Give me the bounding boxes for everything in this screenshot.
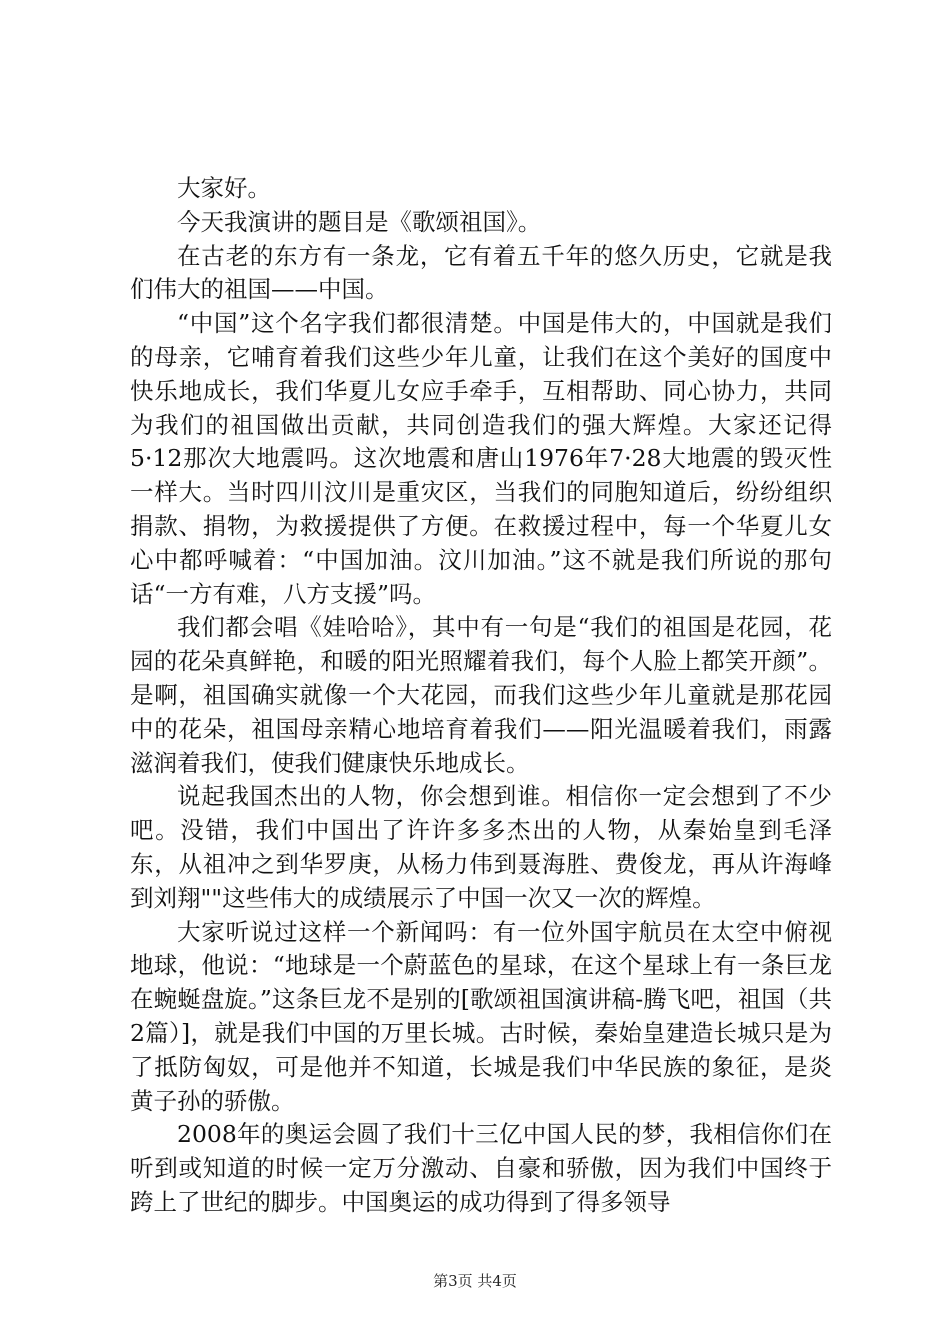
paragraph-famous-people: 说起我国杰出的人物，你会想到谁。相信你一定会想到了不少吧。没错，我们中国出了许许多多杰出的人物，从秦始皇到毛泽东，从祖冲之到华罗庚，从杨力伟到聂海胜、费俊龙，再从许海峰到刘翔""这些伟大的成绩展示了中国一次又一次的辉煌。 (130, 782, 832, 912)
paragraph-great-wall: 大家听说过这样一个新闻吗：有一位外国宇航员在太空中俯视地球，他说：“地球是一个蔚蓝色的星球，在这个星球上有一条巨龙在蜿蜒盘旋。”这条巨龙不是别的[歌颂祖国演讲稿-腾飞吧，祖国（共2篇）]，就是我们中国的万里长城。古时候，秦始皇建造长城只是为了抵防匈奴，可是他并不知道，长城是我们中华民族的象征，是炎黄子孙的骄傲。 (130, 917, 832, 1115)
paragraph-china-mother: “中国”这个名字我们都很清楚。中国是伟大的，中国就是我们的母亲，它哺育着我们这些少年儿童，让我们在这个美好的国度中快乐地成长，我们华夏儿女应手牵手，互相帮助、同心协力，共同为我们的祖国做出贡献，共同创造我们的强大辉煌。大家还记得5·12那次大地震吗。这次地震和唐山1976年7·28大地震的毁灭性一样大。当时四川汶川是重灾区，当我们的同胞知道后，纷纷组织捐款、捐物，为救援提供了方便。在救援过程中，每一个华夏儿女心中都呼喊着：“中国加油。汶川加油。”这不就是我们所说的那句话“一方有难，八方支援”吗。 (130, 309, 832, 608)
paragraph-olympics: 2008年的奥运会圆了我们十三亿中国人民的梦，我相信你们在听到或知道的时候一定万分激动、自豪和骄傲，因为我们中国终于跨上了世纪的脚步。中国奥运的成功得到了得多领导 (130, 1120, 832, 1216)
page-number-footer: 第3页 共4页 (433, 1272, 517, 1290)
document-body (130, 172, 832, 1220)
paragraph-wahaha-song: 我们都会唱《娃哈哈》，其中有一句是“我们的祖国是花园，花园的花朵真鲜艳，和暖的阳光照耀着我们，每个人脸上都笑开颜”。是啊，祖国确实就像一个大花园，而我们这些少年儿童就是那花园中的花朵，祖国母亲精心地培育着我们——阳光温暖着我们，雨露滋润着我们，使我们健康快乐地成长。 (130, 613, 832, 777)
paragraph-dragon: 在古老的东方有一条龙，它有着五千年的悠久历史，它就是我们伟大的祖国——中国。 (130, 241, 832, 304)
paragraph-topic: 今天我演讲的题目是《歌颂祖国》。 (177, 207, 542, 236)
paragraph-greeting: 大家好。 (177, 174, 271, 202)
